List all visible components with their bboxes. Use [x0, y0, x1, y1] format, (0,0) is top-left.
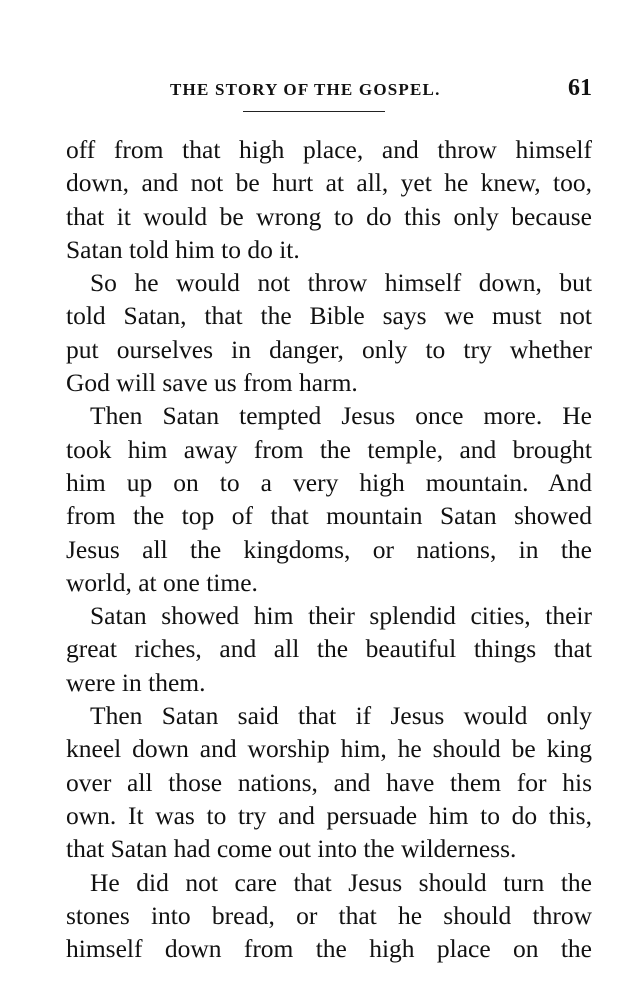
text-line: He did not care that Jesus should turn the — [90, 867, 592, 897]
text-line: himself down from the high place on the — [66, 934, 592, 964]
paragraph-4 — [66, 599, 592, 699]
text-line: down, and not be hurt at all, yet he knew, too, — [66, 168, 592, 198]
header-rule — [243, 111, 385, 112]
text-line: stones into bread, or that he should throw — [66, 900, 592, 930]
body-text — [66, 133, 592, 965]
text-line: put ourselves in danger, only to try whether — [66, 334, 592, 364]
text-line: world, at one time. — [66, 567, 258, 597]
page-header — [0, 75, 630, 110]
text-line: over all those nations, and have them for his — [66, 767, 592, 797]
text-line: that it would be wrong to do this only because — [66, 201, 592, 231]
text-line: Satan told him to do it. — [66, 234, 300, 264]
text-line: So he would not throw himself down, but — [90, 268, 592, 298]
page-number: 61 — [568, 75, 592, 101]
paragraph-5 — [66, 699, 592, 865]
text-line: God will save us from harm. — [66, 368, 358, 398]
text-line: off from that high place, and throw himself — [66, 135, 592, 164]
paragraph-1 — [66, 133, 592, 266]
paragraph-2 — [66, 266, 592, 399]
paragraph-6 — [66, 866, 592, 966]
text-line: great riches, and all the beautiful things that — [66, 634, 592, 664]
text-line: him up on to a very high mountain. And — [66, 467, 592, 497]
text-line: that Satan had come out into the wilderness. — [66, 834, 517, 864]
running-title: THE STORY OF THE GOSPEL. — [170, 80, 441, 99]
text-line: own. It was to try and persuade him to do this, — [66, 800, 592, 830]
text-line: Jesus all the kingdoms, or nations, in the — [66, 534, 592, 564]
text-line: were in them. — [66, 667, 206, 697]
text-line: Then Satan tempted Jesus once more. He — [90, 401, 592, 431]
text-line: took him away from the temple, and brought — [66, 434, 592, 464]
text-line: told Satan, that the Bible says we must not — [66, 301, 592, 331]
text-line: kneel down and worship him, he should be king — [66, 734, 592, 764]
text-line: from the top of that mountain Satan showed — [66, 501, 592, 531]
text-line: Satan showed him their splendid cities, their — [90, 601, 592, 631]
text-line: Then Satan said that if Jesus would only — [90, 701, 592, 731]
paragraph-3 — [66, 399, 592, 599]
